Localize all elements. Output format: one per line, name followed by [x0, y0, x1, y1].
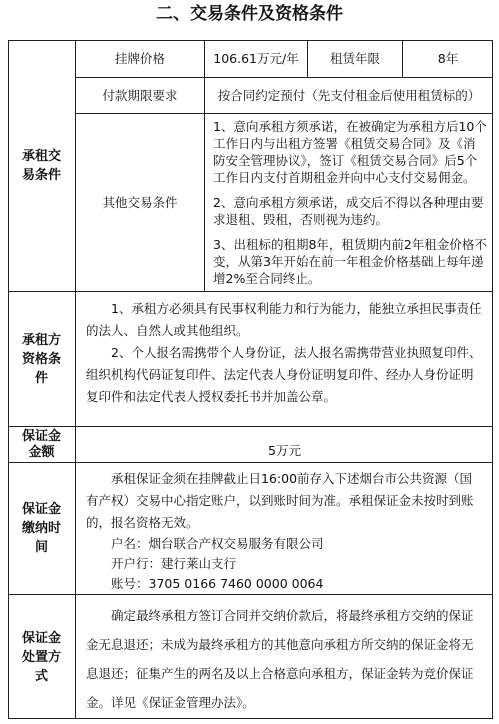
qualification-paragraph: 2、个人报名需携带个人身份证，法人报名需携带营业执照复印件、组织机构代码证复印件、法定代表人身份证明复印件、经办人身份证明复印件和法定代表人授权委托书并加盖公章。: [86, 345, 482, 404]
qualification-content: [76, 292, 493, 427]
payment-term-value: 按合同约定预付（先支付租金后使用租赁标的）: [205, 78, 493, 114]
deposit-handling-content: [76, 595, 493, 719]
listing-price-value: 106.61万元/年: [205, 40, 308, 78]
account-bank: 开户行：建行莱山支行: [111, 556, 237, 571]
lease-conditions-label-text: 承租交易条件: [21, 148, 61, 183]
account-name: 户名：烟台联合产权交易服务有限公司: [111, 536, 324, 551]
deposit-time-label: [8, 463, 76, 595]
lease-term-value: 8年: [403, 40, 493, 78]
deposit-time-label-text: 保证金缴纳时间: [21, 502, 61, 555]
deposit-time-content: [76, 463, 493, 595]
other-conditions-label: 其他交易条件: [76, 114, 205, 292]
deposit-handling-label: [8, 595, 76, 719]
lease-term-label: 租赁年限: [308, 40, 403, 78]
other-conditions-content: [205, 114, 493, 292]
payment-term-label: 付款期限要求: [76, 78, 205, 114]
qualification-label: [8, 292, 76, 427]
other-condition-item: 1、意向承租方须承诺，在被确定为承租方后10个工作日内与出租方签署《租赁交易合同》及《消防安全管理协议》，签订《租赁交易合同》后5个工作日内支付首期租金并向中心支付交易佣金。: [213, 119, 487, 185]
listing-price-label: 挂牌价格: [76, 40, 205, 78]
deposit-amount-label-text: 保证金金额: [21, 428, 61, 460]
section-title: 二、交易条件及资格条件: [156, 4, 343, 24]
account-number: 账号：3705 0166 7460 0000 0064: [111, 576, 324, 591]
deposit-handling-label-text: 保证金处置方式: [21, 630, 61, 684]
other-condition-item: 2、意向承租方须承诺，成交后不得以各种理由要求退租、毁租，否则视为违约。: [213, 195, 484, 227]
other-condition-item: 3、出租标的租期8年，租赁期内前2年租金价格不变，从第3年开始在前一年租金价格基础上每年递增2%至合同终止。: [213, 237, 487, 286]
deposit-amount-label: [8, 427, 76, 463]
lease-conditions-label: [8, 40, 76, 292]
qualification-label-text: 承租方资格条件: [21, 332, 61, 386]
deposit-amount-value: 5万元: [76, 427, 493, 463]
deposit-handling-text: 确定最终承租方签订合同并交纳价款后，将最终承租方交纳的保证金无息退还；未成为最终承租方的其他意向承租方所交纳的保证金将无息退还；征集产生的两名及以上合格意向承租方，保证金转为竞价保证金。详见《保证金管理办法》。: [86, 608, 474, 710]
deposit-time-text: 承租保证金须在挂牌截止日16:00前存入下述烟台市公共资源（国有产权）交易中心指定账户，以到账时间为准。承租保证金未按时到账的，报名资格无效。: [86, 471, 474, 530]
qualification-paragraph: 1、承租方必须具有民事权利能力和行为能力，能独立承担民事责任的法人、自然人或其他组织。: [86, 301, 482, 338]
